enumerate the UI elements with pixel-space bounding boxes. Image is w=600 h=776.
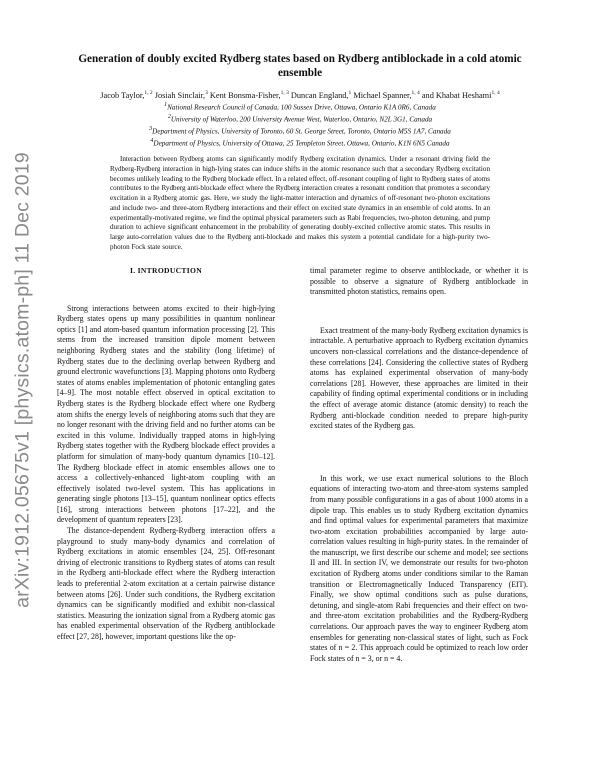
body-paragraph: timal parameter regime to observe antiblockade, or whether it is possible to observe a signature of Rydberg antiblockade in transmitted photon statistics, remains open. xyxy=(310,266,528,297)
arxiv-side-stamp xyxy=(6,152,40,608)
author: and Khabat Heshami$^{1, 4}$ xyxy=(421,90,500,100)
affiliation: $^2$University of Waterloo, 200 University Avenue West, Waterloo, Ontario, N2L 3G1, Canada xyxy=(167,113,433,124)
arxiv-identifier: arXiv:1912.05675v1 [physics.atom-ph] 11 Dec 2019 xyxy=(11,152,34,608)
affiliation-list xyxy=(80,101,520,149)
left-column xyxy=(57,266,275,643)
author-list xyxy=(58,88,542,101)
affiliation: $^1$National Research Council of Canada, 100 Sussex Drive, Ottawa, Ontario K1A 0R6, Canada xyxy=(164,102,436,112)
abstract: Interaction between Rydberg atoms can significantly modify Rydberg excitation dynamics. Under a resonant driving field the Rydberg-Rydberg interaction in high-lying states can induce shifts in the atomic resonance such that a secondary Rydberg excitation becomes unlikely leading to the Rydberg blockade effect. In a related effect, off-resonant coupling of light to Rydberg states of atoms contributes to the Rydberg anti-blockade effect where the Rydberg interaction creates a resonant condition that promotes a secondary excitation in a Rydberg atomic gas. Here, we study the light-matter interaction and dynamics of off-resonant two-photon excitations and include two- and three-atom Rydberg interactions and their effect on excited state dynamics in an ensemble of cold atoms. In an experimentally-motivated regime, we find the optimal physical parameters such as Rabi frequencies, two-photon detuning, and pump duration to achieve significant enhancement in the probability of generating doubly-excited collective atomic states. This results in large auto-correlation values due to the Rydberg anti-blockade and makes this system a potential candidate for a high-purity two-photon Fock state source. xyxy=(110,155,490,251)
body-paragraph: Strong interactions between atoms excited to their high-lying Rydberg states opens up many possibilities in quantum nonlinear optics [1] and atom-based quantum information processing [2]. This stems from the increased transition dipole moment between neighboring Rydberg states and the stability (long lifetime) of Rydberg states due to the declining overlap between Rydberg and ground electronic wavefunctions [3]. Mapping photons onto Rydberg states of atoms enables implementation of photonic entangling gates [4–9]. The most notable effect observed in optical excitation to Rydberg states is the Rydberg blockade effect where one Rydberg atom shifts the energy levels of neighboring atoms such that they are no longer resonant with the driving field and no further atoms can be excited in this volume. Individually trapped atoms in high-lying Rydberg states together with the Rydberg blockade effect provides a platform for simulation of many-body quantum dynamics [10–12]. The Rydberg blockade effect in atomic ensembles allows one to access a collectively-enhanced light-atom coupling with an effectively isolated two-level system. This has applications in generating single photons [13–15], quantum nonlinear optics effects [16], strong interactions between photons [17–22], and the development of quantum repeaters [23]. xyxy=(57,303,275,525)
right-column xyxy=(310,266,528,664)
author: Duncan England,$^1$ xyxy=(290,90,352,100)
body-paragraph: In this work, we use exact numerical solutions to the Bloch equations of interacting two-atom and three-atom systems sampled from many possible configurations in a gas of about 1000 atoms in a dipole trap. This enables us to study Rydberg excitation dynamics and find optimal values for experimental parameters that maximize two-atom excitation probabilities accompanied by large auto-correlation values resulting in high-purity states. In the remainder of the manuscript, we first describe our scheme and model; see sections II and III. In section IV, we demonstrate our results for two-photon excitation of Rydberg atoms under conditions similar to the Raman transition or Electromagnetically Induced Transparency (EIT). Finally, we show optimal conditions such as pulse durations, detuning, and single-atom Rabi frequencies and their effect on two- and three-atom excitation probabilities and the Rydberg-Rydberg correlations. Our approach paves the way to engineer Rydberg atom ensembles for generating non-classical states of light, such as Fock states of n = 2. This approach could be optimized to reach low order Fock states of n = 3, or n = 4. xyxy=(310,473,528,663)
body-paragraph: Exact treatment of the many-body Rydberg excitation dynamics is intractable. A perturbative approach to Rydberg excitation dynamics uncovers non-classical correlations and the distance-dependence of these correlations [24]. Considering the collective states of Rydberg atoms has explained experimental observation of many-body correlations [28]. However, these approaches are limited in their capability of finding optimal experimental conditions or in including the effect of average atomic distance (atomic density) to reach the Rydberg anti-blockade condition needed to prepare high-purity excited states of the Rydberg gas. xyxy=(310,325,528,431)
affiliation: $^3$Department of Physics, University of Toronto, 60 St. George Street, Toronto, Ontario M5S 1A7, Canada xyxy=(149,125,451,136)
author: Michael Spanner,$^{1, 4}$ xyxy=(353,90,420,100)
body-paragraph: The distance-dependent Rydberg-Rydberg interaction offers a playground to study many-body dynamics and correlation of Rydberg excitations in atomic ensembles [24, 25]. Off-resonant driving of electronic transitions to Rydberg states of atoms can result in the Rydberg anti-blockade effect where the Rydberg interaction leads to preferential 2-atom excitation at a certain pairwise distance between atoms [26]. Under such conditions, the Rydberg excitation dynamics can be significantly modified and exhibit non-classical statistics. Measuring the ionization signal from a Rydberg atomic gas has enabled experimental observation of the Rydberg antiblockade effect [27, 28], however, important questions like the op- xyxy=(57,526,275,641)
author: Josiah Sinclair,$^3$ xyxy=(154,90,208,100)
affiliation: $^4$Department of Physics, University of Ottawa, 25 Templeton Street, Ottawa, Ontario, K1N 6N5 Canada xyxy=(150,137,450,148)
paper-title: Generation of doubly excited Rydberg states based on Rydberg antiblockade in a cold atomic ensemble xyxy=(78,53,522,79)
author: Jacob Taylor,$^{1, 2}$ xyxy=(100,90,153,100)
author: Kent Bonsma-Fisher,$^{1, 3}$ xyxy=(209,90,289,100)
section-heading-introduction: I. INTRODUCTION xyxy=(129,266,202,275)
